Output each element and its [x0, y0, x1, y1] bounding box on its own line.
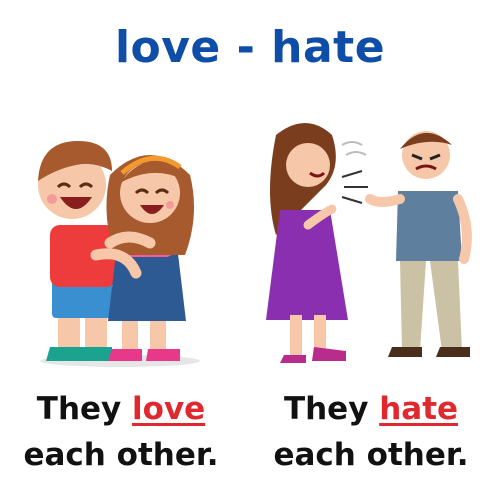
- hug-scene: [0, 115, 250, 375]
- love-caption-suffix: each other.: [23, 437, 219, 473]
- hate-caption: [246, 386, 496, 478]
- hate-caption-prefix: They: [283, 391, 369, 427]
- arguing-children-illustration: [250, 115, 500, 375]
- hate-caption-suffix: each other.: [273, 437, 469, 473]
- love-caption: [0, 386, 246, 478]
- page-title: love - hate: [114, 22, 386, 73]
- love-caption-prefix: They: [36, 391, 122, 427]
- hate-verb: hate: [379, 391, 459, 427]
- love-verb: love: [132, 391, 206, 427]
- argue-scene: [250, 115, 500, 375]
- hugging-children-illustration: [0, 115, 250, 375]
